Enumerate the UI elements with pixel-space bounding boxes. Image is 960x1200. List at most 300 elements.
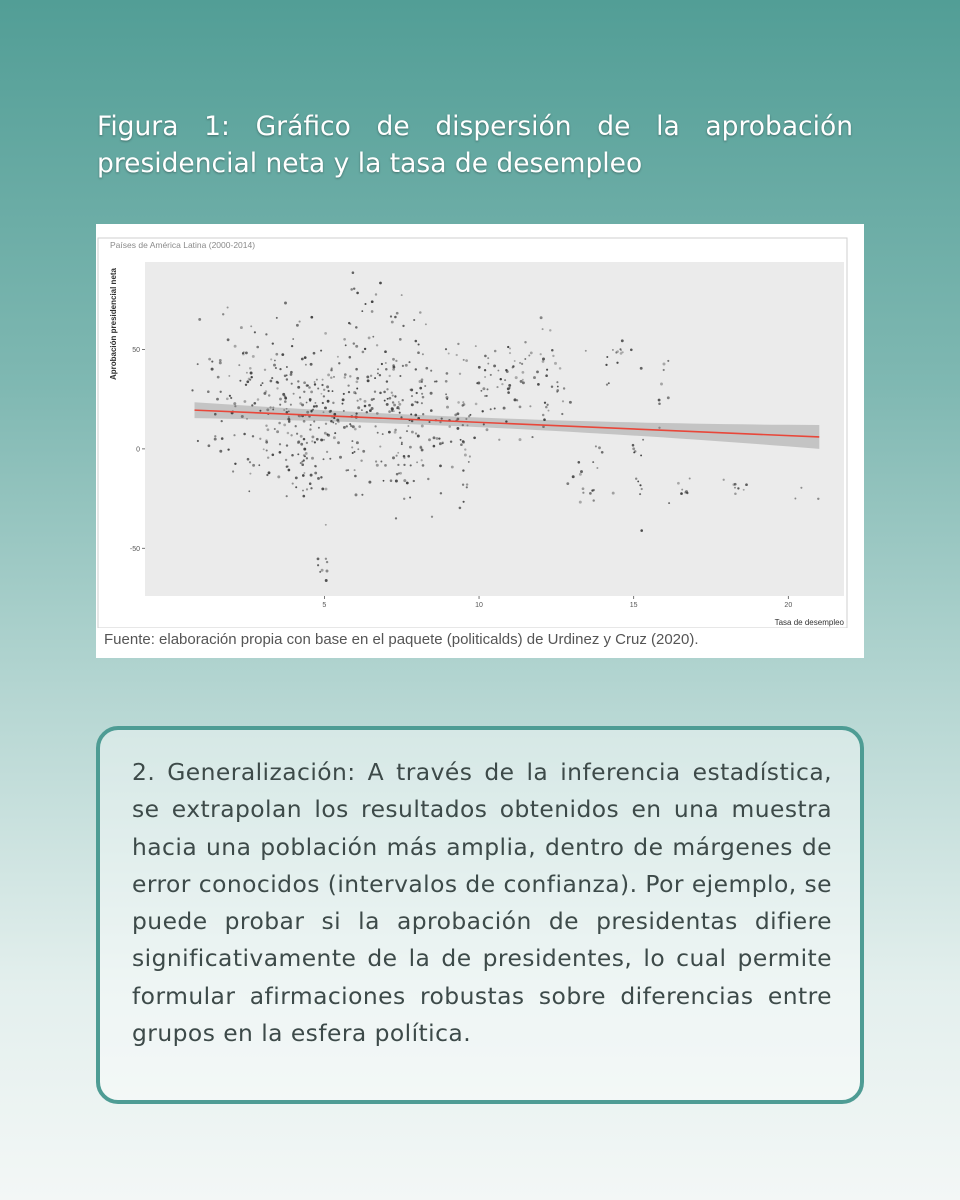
data-point bbox=[549, 329, 551, 331]
data-point bbox=[288, 410, 290, 412]
data-point bbox=[313, 352, 316, 355]
data-point bbox=[299, 402, 302, 405]
data-point bbox=[357, 448, 359, 450]
data-point bbox=[552, 355, 554, 357]
data-point bbox=[507, 346, 509, 348]
data-point bbox=[306, 488, 308, 490]
data-point bbox=[291, 454, 294, 457]
data-point bbox=[295, 425, 297, 427]
data-point bbox=[486, 428, 489, 431]
data-point bbox=[505, 420, 507, 422]
data-point bbox=[377, 372, 379, 374]
data-point bbox=[410, 388, 413, 391]
data-point bbox=[320, 393, 322, 395]
data-point bbox=[364, 348, 366, 350]
data-point bbox=[466, 486, 468, 488]
data-point bbox=[794, 498, 796, 500]
data-point bbox=[667, 396, 670, 399]
data-point bbox=[551, 385, 553, 387]
data-point bbox=[379, 392, 382, 395]
data-point bbox=[303, 420, 306, 423]
data-point bbox=[233, 402, 236, 405]
data-point bbox=[396, 312, 399, 315]
data-point bbox=[258, 464, 260, 466]
data-point bbox=[402, 365, 404, 367]
data-point bbox=[399, 338, 402, 341]
data-point bbox=[219, 450, 222, 453]
data-point bbox=[366, 411, 368, 413]
data-point bbox=[357, 406, 360, 409]
data-point bbox=[283, 409, 285, 411]
data-point bbox=[658, 427, 660, 429]
data-point bbox=[417, 351, 420, 354]
data-point bbox=[300, 462, 302, 464]
data-point bbox=[556, 381, 558, 383]
data-point bbox=[359, 398, 361, 400]
data-point bbox=[329, 458, 331, 460]
data-point bbox=[297, 440, 300, 443]
data-point bbox=[439, 442, 442, 445]
data-point bbox=[299, 396, 301, 398]
data-point bbox=[279, 443, 281, 445]
data-point bbox=[284, 302, 287, 305]
data-point bbox=[265, 439, 267, 441]
data-point bbox=[410, 413, 412, 415]
data-point bbox=[406, 482, 409, 485]
data-point bbox=[557, 386, 559, 388]
data-point bbox=[522, 371, 525, 374]
data-point bbox=[208, 444, 211, 447]
data-point bbox=[267, 428, 270, 431]
data-point bbox=[490, 408, 492, 410]
data-point bbox=[319, 571, 321, 573]
data-point bbox=[457, 343, 459, 345]
data-point bbox=[310, 474, 313, 477]
data-point bbox=[379, 446, 381, 448]
data-point bbox=[322, 402, 324, 404]
data-point bbox=[214, 413, 217, 416]
data-point bbox=[238, 364, 240, 366]
data-point bbox=[297, 380, 299, 382]
data-point bbox=[286, 444, 288, 446]
data-point bbox=[478, 366, 481, 369]
data-point bbox=[220, 391, 222, 393]
data-point bbox=[514, 398, 517, 401]
data-point bbox=[402, 325, 404, 327]
data-point bbox=[334, 432, 336, 434]
data-point bbox=[325, 423, 327, 425]
source-caption: Fuente: elaboración propia con base en el paquete (politicalds) de Urdinez y Cruz (2020). bbox=[104, 631, 699, 648]
data-point bbox=[385, 368, 388, 371]
data-point bbox=[277, 475, 280, 478]
data-point bbox=[279, 404, 281, 406]
data-point bbox=[333, 376, 335, 378]
data-point bbox=[500, 378, 502, 380]
data-point bbox=[251, 376, 253, 378]
data-point bbox=[397, 464, 399, 466]
data-point bbox=[266, 474, 268, 476]
data-point bbox=[475, 345, 477, 347]
data-point bbox=[323, 389, 325, 391]
data-point bbox=[484, 355, 487, 358]
y-tick-label: -50 bbox=[129, 545, 140, 553]
data-point bbox=[732, 483, 735, 486]
data-point bbox=[343, 338, 346, 341]
data-point bbox=[297, 386, 300, 389]
data-point bbox=[342, 398, 345, 401]
data-point bbox=[419, 311, 422, 314]
data-point bbox=[393, 366, 396, 369]
data-point bbox=[639, 484, 641, 486]
data-point bbox=[460, 443, 463, 446]
data-point bbox=[398, 403, 401, 406]
data-point bbox=[301, 463, 304, 466]
data-point bbox=[384, 350, 387, 353]
data-point bbox=[290, 371, 293, 374]
data-point bbox=[364, 400, 367, 403]
data-point bbox=[272, 454, 275, 457]
data-point bbox=[306, 442, 308, 444]
data-point bbox=[490, 374, 492, 376]
data-point bbox=[306, 411, 309, 414]
data-point bbox=[384, 400, 386, 402]
data-point bbox=[622, 351, 624, 353]
data-point bbox=[445, 348, 447, 350]
data-point bbox=[430, 370, 432, 372]
scatter-chart bbox=[96, 224, 864, 628]
data-point bbox=[367, 379, 370, 382]
figure-panel bbox=[96, 224, 864, 658]
data-point bbox=[214, 438, 217, 441]
data-point bbox=[680, 492, 683, 495]
data-point bbox=[265, 333, 267, 335]
data-point bbox=[446, 372, 449, 375]
data-point bbox=[634, 450, 637, 453]
data-point bbox=[585, 350, 587, 352]
data-point bbox=[302, 490, 304, 492]
data-point bbox=[595, 445, 597, 447]
data-point bbox=[346, 425, 348, 427]
data-point bbox=[397, 406, 400, 409]
data-point bbox=[639, 493, 641, 495]
data-point bbox=[275, 353, 278, 356]
data-point bbox=[356, 380, 359, 383]
data-point bbox=[248, 378, 251, 381]
data-point bbox=[640, 454, 642, 456]
data-point bbox=[317, 387, 319, 389]
data-point bbox=[566, 482, 569, 485]
data-point bbox=[390, 315, 392, 317]
data-point bbox=[615, 351, 617, 353]
data-point bbox=[290, 434, 292, 436]
data-point bbox=[395, 480, 398, 483]
data-point bbox=[446, 406, 449, 409]
data-point bbox=[328, 390, 330, 392]
data-point bbox=[245, 351, 248, 354]
data-point bbox=[677, 482, 680, 485]
data-point bbox=[299, 321, 301, 323]
data-point bbox=[399, 375, 401, 377]
callout-text: 2. Generalización: A través de la inferencia estadística, se extrapolan los resultados obtenidos en una muestra hacia una población más amplia, dentro de márgenes de error conocidos (intervalos de confianza). Por ejemplo, se puede probar si la aprobación de presidentas difiere significativamente de la de presidentes, lo cual permite formular afirmaciones robustas sobre diferencias entre grupos en la esfera política. bbox=[132, 758, 832, 1048]
data-point bbox=[325, 579, 328, 582]
data-point bbox=[250, 325, 252, 327]
data-point bbox=[327, 434, 330, 437]
data-point bbox=[355, 368, 358, 371]
data-point bbox=[374, 425, 376, 427]
data-point bbox=[482, 387, 485, 390]
data-point bbox=[252, 355, 255, 358]
data-point bbox=[382, 433, 384, 435]
data-point bbox=[286, 408, 288, 410]
data-point bbox=[418, 343, 420, 345]
data-point bbox=[580, 470, 583, 473]
data-point bbox=[286, 378, 288, 380]
data-point bbox=[408, 361, 410, 363]
data-point bbox=[364, 405, 367, 408]
data-point bbox=[561, 413, 563, 415]
data-point bbox=[371, 398, 374, 401]
data-point bbox=[247, 458, 250, 461]
data-point bbox=[416, 401, 418, 403]
data-point bbox=[303, 472, 305, 474]
data-point bbox=[249, 473, 251, 475]
data-point bbox=[354, 475, 357, 478]
data-point bbox=[407, 455, 410, 458]
data-point bbox=[303, 381, 306, 384]
data-point bbox=[487, 357, 489, 359]
data-point bbox=[352, 271, 355, 274]
data-point bbox=[232, 470, 234, 472]
data-point bbox=[368, 336, 371, 339]
data-point bbox=[228, 375, 230, 377]
data-point bbox=[266, 408, 269, 411]
data-point bbox=[543, 418, 546, 421]
data-point bbox=[314, 441, 316, 443]
data-point bbox=[417, 435, 420, 438]
data-point bbox=[286, 411, 289, 414]
data-point bbox=[383, 480, 385, 482]
data-point bbox=[292, 338, 294, 340]
data-point bbox=[612, 349, 614, 351]
data-point bbox=[303, 459, 305, 461]
data-point bbox=[522, 381, 525, 384]
data-point bbox=[291, 345, 293, 347]
data-point bbox=[310, 316, 313, 319]
data-point bbox=[548, 410, 550, 412]
data-point bbox=[582, 487, 585, 490]
data-point bbox=[302, 474, 305, 477]
data-point bbox=[318, 427, 320, 429]
data-point bbox=[484, 369, 486, 371]
data-point bbox=[391, 392, 393, 394]
data-point bbox=[326, 570, 329, 573]
data-point bbox=[371, 407, 374, 410]
data-point bbox=[332, 402, 334, 404]
data-point bbox=[454, 414, 457, 417]
data-point bbox=[302, 495, 305, 498]
data-point bbox=[325, 558, 327, 560]
data-point bbox=[450, 440, 452, 442]
data-point bbox=[273, 364, 276, 367]
data-point bbox=[505, 369, 507, 371]
data-point bbox=[464, 454, 467, 457]
data-point bbox=[292, 483, 294, 485]
data-point bbox=[329, 410, 332, 413]
data-point bbox=[475, 403, 478, 406]
data-point bbox=[546, 404, 548, 406]
y-tick-label: 0 bbox=[136, 446, 140, 454]
data-point bbox=[515, 376, 518, 379]
data-point bbox=[420, 446, 423, 449]
data-point bbox=[310, 487, 312, 489]
data-point bbox=[306, 402, 308, 404]
data-point bbox=[293, 393, 295, 395]
generalization-callout bbox=[96, 726, 864, 1104]
data-point bbox=[800, 487, 802, 489]
data-point bbox=[286, 466, 288, 468]
data-point bbox=[401, 442, 403, 444]
data-point bbox=[355, 326, 358, 329]
data-point bbox=[274, 428, 276, 430]
data-point bbox=[245, 384, 247, 386]
data-point bbox=[368, 404, 371, 407]
data-point bbox=[226, 397, 229, 400]
data-point bbox=[508, 384, 511, 387]
data-point bbox=[507, 391, 510, 394]
data-point bbox=[642, 439, 644, 441]
data-point bbox=[353, 287, 355, 289]
data-point bbox=[352, 425, 355, 428]
data-point bbox=[507, 387, 510, 390]
data-point bbox=[529, 405, 531, 407]
data-point bbox=[311, 440, 313, 442]
data-point bbox=[364, 303, 366, 305]
data-point bbox=[519, 406, 522, 409]
data-point bbox=[348, 391, 350, 393]
data-point bbox=[208, 358, 211, 361]
data-point bbox=[519, 438, 522, 441]
data-point bbox=[392, 358, 395, 361]
data-point bbox=[411, 395, 413, 397]
data-point bbox=[394, 316, 397, 319]
data-point bbox=[333, 436, 336, 439]
data-point bbox=[276, 317, 278, 319]
data-point bbox=[276, 430, 279, 433]
data-point bbox=[536, 371, 539, 374]
data-point bbox=[421, 459, 423, 461]
data-point bbox=[310, 410, 312, 412]
data-point bbox=[372, 336, 374, 338]
data-point bbox=[467, 424, 469, 426]
data-point bbox=[394, 431, 397, 434]
data-point bbox=[355, 392, 357, 394]
data-point bbox=[269, 406, 271, 408]
data-point bbox=[281, 353, 284, 356]
data-point bbox=[545, 374, 548, 377]
data-point bbox=[606, 356, 608, 358]
data-point bbox=[290, 373, 293, 376]
data-point bbox=[394, 429, 397, 432]
data-point bbox=[562, 400, 564, 402]
data-point bbox=[314, 381, 316, 383]
data-point bbox=[540, 353, 542, 355]
data-point bbox=[322, 379, 324, 381]
data-point bbox=[252, 435, 254, 437]
data-point bbox=[303, 448, 306, 451]
data-point bbox=[227, 448, 229, 450]
data-point bbox=[272, 342, 274, 344]
data-point bbox=[244, 400, 247, 403]
data-point bbox=[344, 373, 347, 376]
data-point bbox=[415, 368, 417, 370]
y-tick-label: 50 bbox=[132, 346, 140, 354]
data-point bbox=[392, 456, 395, 459]
figure-title: Figura 1: Gráfico de dispersión de la aprobación presidencial neta y la tasa de desempleo bbox=[97, 111, 853, 179]
data-point bbox=[448, 425, 451, 428]
data-point bbox=[377, 432, 379, 434]
data-point bbox=[316, 438, 319, 441]
data-point bbox=[422, 353, 424, 355]
data-point bbox=[233, 434, 235, 436]
data-point bbox=[530, 352, 533, 355]
data-point bbox=[219, 359, 222, 362]
data-point bbox=[497, 370, 499, 372]
data-point bbox=[582, 492, 584, 494]
data-point bbox=[462, 401, 464, 403]
data-point bbox=[272, 406, 274, 408]
data-point bbox=[317, 558, 320, 561]
data-point bbox=[239, 380, 241, 382]
data-point bbox=[563, 387, 565, 389]
data-point bbox=[430, 409, 433, 412]
data-point bbox=[745, 483, 748, 486]
data-point bbox=[295, 477, 298, 480]
data-point bbox=[311, 457, 314, 460]
data-point bbox=[361, 494, 363, 496]
data-point bbox=[457, 418, 460, 421]
data-point bbox=[409, 497, 411, 499]
data-point bbox=[377, 368, 379, 370]
data-point bbox=[422, 464, 425, 467]
data-point bbox=[246, 380, 249, 383]
data-point bbox=[326, 561, 328, 563]
data-point bbox=[227, 306, 229, 308]
data-point bbox=[356, 377, 359, 380]
data-point bbox=[327, 373, 330, 376]
data-point bbox=[248, 490, 250, 492]
data-point bbox=[421, 381, 423, 383]
data-point bbox=[415, 432, 417, 434]
data-point bbox=[296, 433, 298, 435]
data-point bbox=[494, 408, 496, 410]
data-point bbox=[249, 461, 251, 463]
data-point bbox=[252, 464, 255, 467]
data-point bbox=[427, 478, 429, 480]
data-point bbox=[554, 362, 557, 365]
data-point bbox=[473, 436, 476, 439]
data-point bbox=[323, 458, 325, 460]
data-point bbox=[246, 372, 248, 374]
data-point bbox=[344, 376, 346, 378]
data-point bbox=[323, 439, 325, 441]
data-point bbox=[533, 376, 536, 379]
data-point bbox=[331, 367, 333, 369]
x-tick-label: 10 bbox=[475, 602, 483, 609]
data-point bbox=[465, 418, 467, 420]
data-point bbox=[501, 383, 503, 385]
data-point bbox=[332, 421, 334, 423]
data-point bbox=[376, 464, 379, 467]
